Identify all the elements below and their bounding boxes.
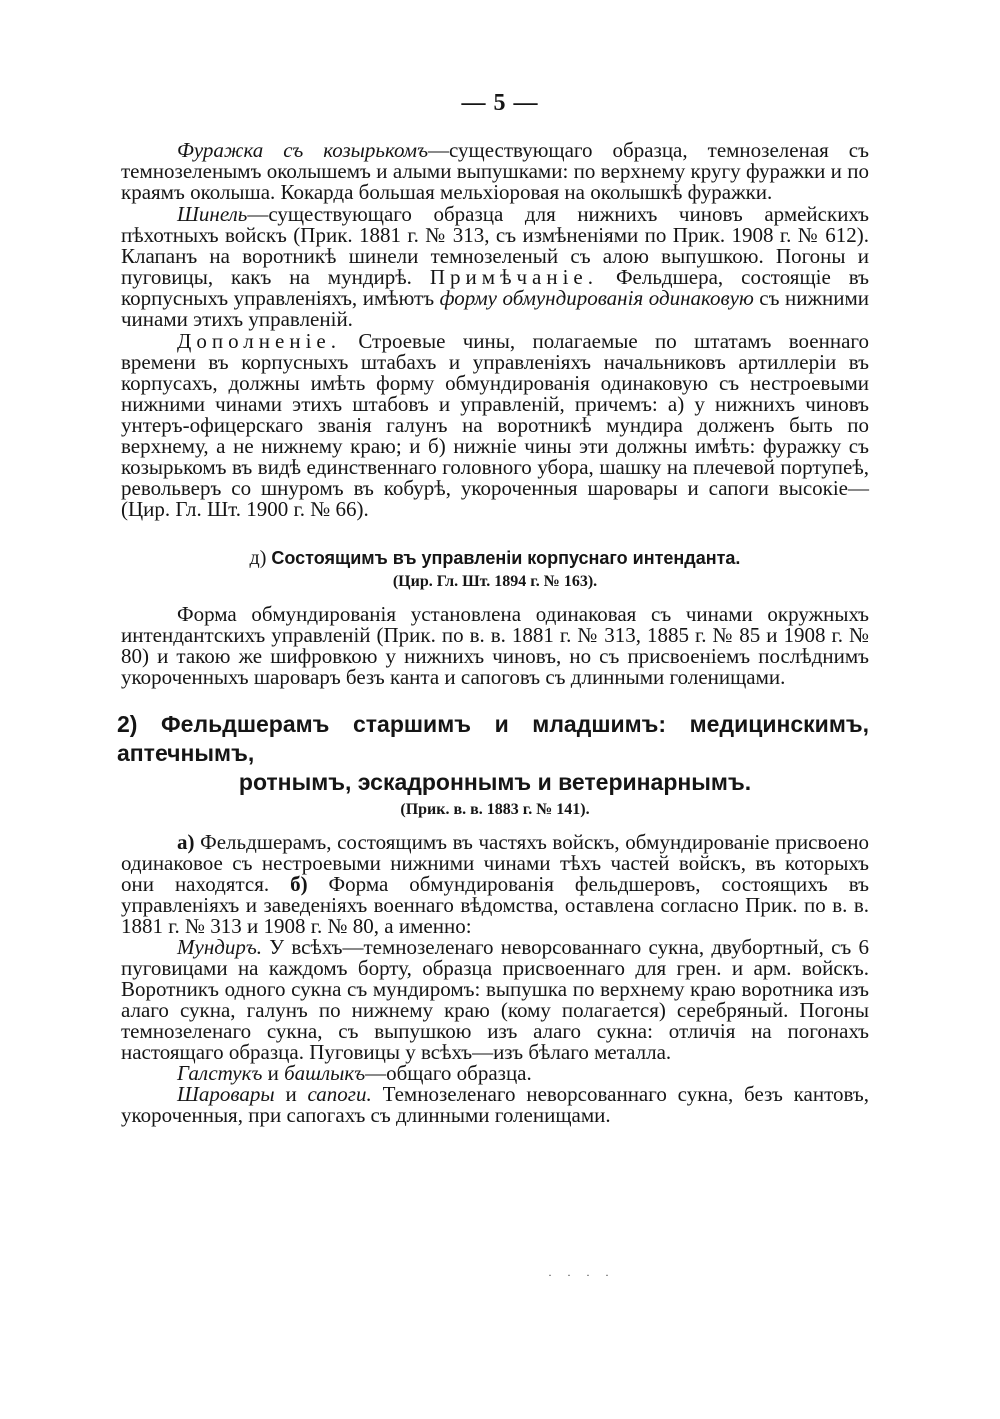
- paragraph-text: —общаго образца.: [365, 1061, 532, 1085]
- paragraph-shinel: [121, 204, 869, 330]
- item-a-label: а): [177, 830, 195, 854]
- paragraph-text: Форма обмундированія фельдшеровъ, состоящихъ въ управленіяхъ и заведеніяхъ военнаго вѣдомства, оставлена согласно Прик. по в. в. 1881 г. № 313 и 1908 г. № 80, а именно:: [121, 872, 869, 938]
- term-sharovary: Шаровары: [177, 1082, 275, 1106]
- item-b-label: б): [290, 872, 308, 896]
- section-2-heading-line-2: ротнымъ, эскадроннымъ и ветеринарнымъ.: [238, 769, 752, 795]
- section-2-heading: [117, 710, 869, 797]
- section-2-heading-line-1: 2) Фельдшерамъ старшимъ и младшимъ: медицинскимъ, аптечнымъ,: [117, 711, 869, 766]
- section-d-reference: (Цир. Гл. Шт. 1894 г. № 163).: [392, 573, 598, 590]
- paragraph-feldshers: [121, 832, 869, 937]
- term-furazhka: Фуражка съ козырькомъ: [177, 138, 428, 162]
- paragraph-sharovary: [121, 1084, 869, 1126]
- paragraph-text: Фельдшера, состоящіе въ корпусныхъ управленіяхъ, имѣютъ: [121, 265, 870, 310]
- paragraph-text: Темнозеленаго неворсованнаго сукна, безъ кантовъ, укороченныя, при сапогахъ съ длинными голенищами.: [121, 1082, 870, 1127]
- paragraph-text: Строевые чины, полагаемые по штатамъ военнаго времени въ корпусныхъ штабахъ и управленіяхъ начальниковъ артиллеріи въ корпусахъ, должны имѣть форму обмундированія одинаковую съ нестроевыми нижними чинами этихъ штабовъ и управленій, причемъ: а) у нижнихъ чиновъ унтеръ-офицерскаго званія галунъ на воротникѣ мундира долженъ быть по верхнему, а не нижнему краю; и б) нижніе чины эти должны имѣть: фуражку съ козырькомъ въ видѣ единственнаго головного убора, шашку на плечевой портупеѣ, револьверъ со шнуромъ въ кобурѣ, укороченныя шаровары и сапоги высокіе—(Цир. Гл. Шт. 1900 г. № 66).: [121, 329, 869, 521]
- conjunction: и: [285, 1082, 297, 1106]
- section-title: Состоящимъ въ управленіи корпуснаго интенданта.: [271, 548, 741, 568]
- term-shinel: Шинель: [177, 202, 248, 226]
- paragraph-furazhka: [121, 140, 869, 203]
- conjunction: и: [267, 1061, 279, 1085]
- paragraph-text: —существующаго образца для нижнихъ чиновъ армейскихъ пѣхотныхъ войскъ (Прик. 1881 г. № 313, съ измѣненіями по Прик. 1908 г. № 612). Клапанъ на воротникѣ шинели темнозеленый съ алою выпушкою. Погоны и пуговицы, какъ на мундирѣ.: [121, 202, 869, 289]
- addendum-label: Дополненіе.: [177, 329, 341, 353]
- paragraph-dopolnenie: [121, 331, 869, 520]
- print-smudge: · · · ·: [548, 1268, 615, 1282]
- page-body: [117, 138, 870, 1127]
- paragraph-mundir: [121, 937, 869, 1063]
- paragraph-text: съ нижними чинами этихъ управленій.: [121, 286, 869, 331]
- note-label: Примѣчаніе.: [429, 265, 598, 289]
- paragraph-galstuk: [121, 1063, 869, 1084]
- italic-phrase: форму обмундированія одинаковую: [439, 286, 754, 310]
- page-number: — 5 —: [461, 90, 539, 116]
- paragraph-text: Фельдшерамъ, состоящимъ въ частяхъ войскъ, обмундированіе присвоено одинаковое съ нестроевыми нижними чинами тѣхъ частей войскъ, въ которыхъ они находятся.: [121, 830, 869, 896]
- paragraph-text: —существующаго образца, темнозеленая съ темнозеленымъ околышемъ и алыми выпушками: по верхнему кругу фуражки и по краямъ околыша. Кокарда большая мельхіоровая на околышкѣ фуражки.: [121, 138, 869, 204]
- paragraph-section-d: Форма обмундированія установлена одинаковая съ чинами окружныхъ интендантскихъ управленій (Прик. по в. в. 1881 г. № 313, 1885 г. № 85 и 1908 г. № 80) и такою же шифровкою у нижнихъ чиновъ, но съ присвоеніемъ послѣднимъ укороченныхъ шароваръ безъ канта и сапоговъ съ длинными голенищами.: [121, 602, 869, 689]
- term-bashlyk: башлыкъ: [284, 1061, 366, 1085]
- section-d-heading: [121, 547, 869, 569]
- section-2-reference: (Прик. в. в. 1883 г. № 141).: [400, 801, 590, 818]
- term-mundir: Мундиръ.: [177, 935, 263, 959]
- paragraph-text: У всѣхъ—темнозеленаго неворсованнаго сукна, двубортный, съ 6 пуговицами на каждомъ борту, образца присвоеннаго для грен. и арм. войскъ. Воротникъ одного сукна съ мундиромъ: выпушка по верхнему краю воротника изъ алаго сукна, галунъ по нижнему краю (кому полагается) серебряный. Погоны темнозеленаго сукна, съ выпушкою изъ алаго сукна: отличія на погонахъ настоящаго образца. Пуговицы у всѣхъ—изъ бѣлаго металла.: [121, 935, 870, 1064]
- term-galstuk: Галстукъ: [177, 1061, 263, 1085]
- section-letter: д): [249, 547, 267, 569]
- term-sapogi: сапоги.: [307, 1082, 372, 1106]
